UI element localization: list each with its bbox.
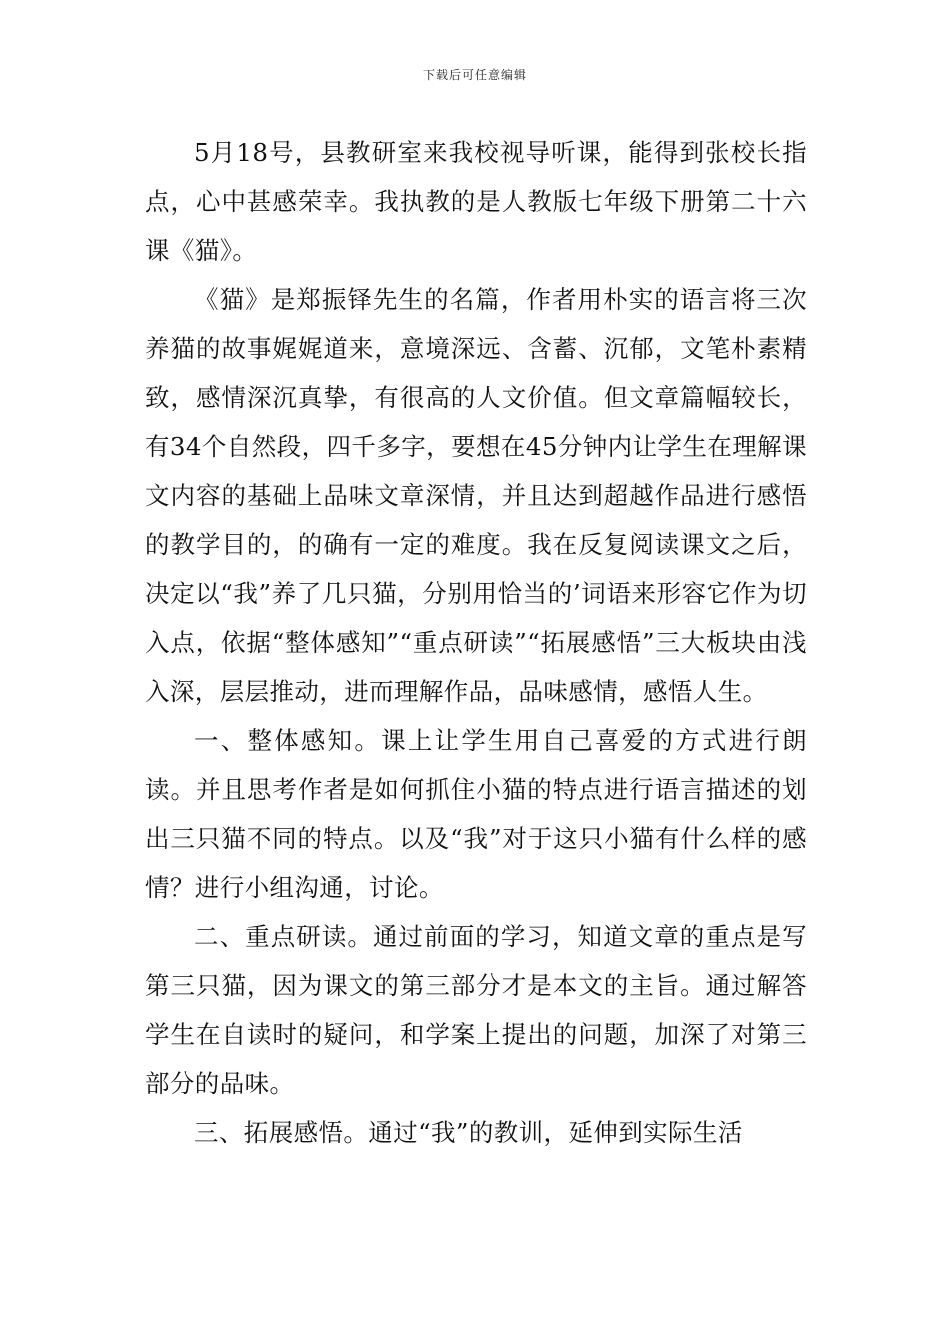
- paragraph-step-three: 三、拓展感悟。通过“我”的教训，延伸到实际生活: [194, 1118, 743, 1147]
- document-body: [145, 128, 807, 1157]
- paragraph-step-two: 二、重点研读。通过前面的学习，知道文章的重点是写第三只猫，因为课文的第三部分才是本文的主旨。通过解答学生在自读时的疑问，和学案上提出的问题，加深了对第三部分的品味。: [145, 922, 807, 1098]
- paragraph-step-one: 一、整体感知。课上让学生用自己喜爱的方式进行朗读。并且思考作者是如何抓住小猫的特点进行语言描述的划出三只猫不同的特点。以及“我”对于这只小猫有什么样的感情？进行小组沟通，讨论。: [145, 726, 807, 902]
- paragraph-intro: 5月18号，县教研室来我校视导听课，能得到张校长指点，心中甚感荣幸。我执教的是人教版七年级下册第二十六课《猫》。: [145, 138, 807, 265]
- header-note: 下载后可任意编辑: [422, 68, 527, 82]
- paragraph-analysis: 《猫》是郑振铎先生的名篇，作者用朴实的语言将三次养猫的故事娓娓道来，意境深远、含蓄、沉郁，文笔朴素精致，感情深沉真挚，有很高的人文价值。但文章篇幅较长，有34个自然段，四千多字，要想在45分钟内让学生在理解课文内容的基础上品味文章深情，并且达到超越作品进行感悟的教学目的，的确有一定的难度。我在反复阅读课文之后，决定以“我”养了几只猫，分别用恰当的’词语来形容它作为切入点，依据“整体感知”“重点研读”“拓展感悟”三大板块由浅入深，层层推动，进而理解作品，品味感情，感悟人生。: [145, 285, 807, 706]
